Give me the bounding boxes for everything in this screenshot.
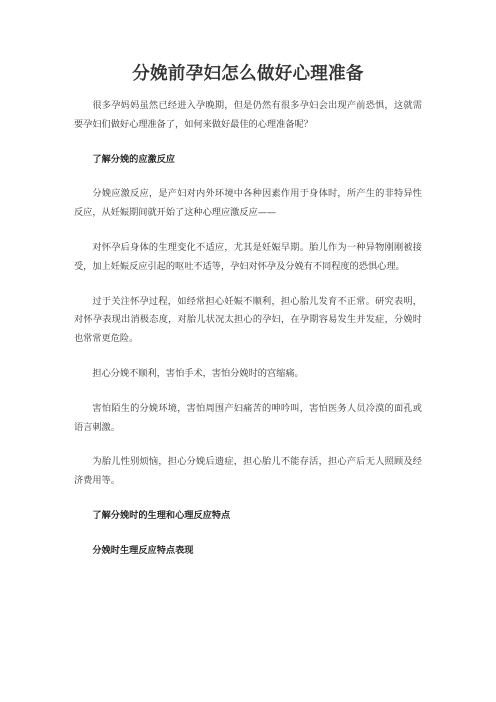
section-heading-delivery-reactions: 了解分娩时的生理和心理反应特点 [92,509,231,521]
intro-paragraph: 很多孕妈妈虽然已经进入孕晚期，但是仍然有很多孕妇会出现产前恐惧，这就需要孕妇们做好心理准备了，如何来做好最佳的心理准备呢？ [74,100,422,130]
section-heading-stress-response: 了解分娩的应激反应 [92,153,176,165]
subsection-heading-physiological: 分娩时生理反应特点表现 [92,544,194,556]
paragraph-delivery-fear: 担心分娩不顺利，害怕手术，害怕分娩时的宫缩痛。 [92,367,304,379]
document-title: 分娩前孕妇怎么做好心理准备 [132,64,364,84]
paragraph-pregnancy-concern: 过于关注怀孕过程，如经常担心妊娠不顺利，担心胎儿发育不正常。研究表明，对怀孕表现出消极态度，对胎儿状况太担心的孕妇，在孕期容易发生并发症，分娩时也常常更危险。 [74,295,422,345]
paragraph-stress-definition: 分娩应激反应，是产妇对内外环境中各种因素作用于身体时，所产生的非特异性反应，从妊娠期间就开始了这种心理应激反应—— [74,188,422,219]
paragraph-environment-fear: 害怕陌生的分娩环境，害怕周围产妇痛苦的呻吟叫，害怕医务人员冷漠的面孔或语言刺激。 [74,402,422,433]
paragraph-other-worries: 为胎儿性别烦恼，担心分娩后遗症，担心胎儿不能存活，担心产后无人照顾及经济费用等。 [74,456,422,487]
paragraph-physical-changes: 对怀孕后身体的生理变化不适应，尤其是妊娠早期。胎儿作为一种异物刚刚被接受，加上妊娠反应引起的呕吐不适等，孕妇对怀孕及分娩有不同程度的恐惧心理。 [74,241,422,272]
